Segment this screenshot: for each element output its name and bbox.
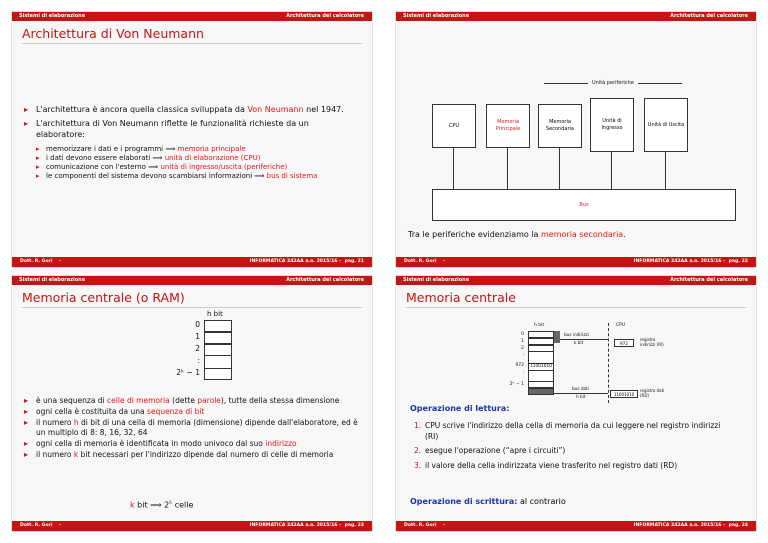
- slide-24: [396, 276, 756, 531]
- memory-cell-gap: [204, 356, 232, 368]
- bullet-list: [24, 104, 360, 184]
- write-line: Operazione di scrittura: al contrario: [410, 497, 566, 506]
- address-label: :: [522, 371, 524, 376]
- slide-title: Memoria centrale: [406, 290, 516, 305]
- bus-data-label: bus dati: [572, 386, 589, 391]
- footer-course: INFORMATICA 242AA a.a. 2015/16 – pag. 24: [633, 523, 748, 528]
- bullet-list: [24, 396, 360, 461]
- bus-box: Bus: [432, 189, 736, 221]
- address-label: 0: [521, 332, 524, 337]
- bullet-item: ▸ L'architettura è ancora quella classica sviluppata da Von Neumann nel 1947.: [24, 104, 360, 115]
- memory-cell-972: 11001010: [528, 363, 554, 371]
- footer-author: Dott. R. Gori –: [20, 259, 62, 264]
- slide-title: Architettura di Von Neumann: [22, 26, 204, 41]
- secondary-memory-box: Memoria Secondaria: [538, 104, 582, 148]
- memory-cell: [204, 332, 232, 344]
- address-label: :: [197, 356, 200, 365]
- bullet-item: ▸ ogni cella di memoria è identificata in modo univoco dal suo indirizzo: [24, 439, 360, 449]
- address-label: 972: [515, 363, 524, 368]
- main-memory-box: Memoria Principale: [486, 104, 530, 148]
- data-buffer: [528, 388, 554, 395]
- cpu-label: CPU: [616, 323, 626, 328]
- title-rule: [22, 43, 362, 44]
- input-unit-box: Unità di Ingresso: [590, 98, 634, 152]
- slide-header: [396, 276, 756, 285]
- formula: k bit ⟹ 2$^k$ celle: [130, 500, 194, 510]
- slide-23: [12, 276, 372, 531]
- footer-author: Dott. R. Gori –: [404, 523, 446, 528]
- slide-footer: [396, 521, 756, 531]
- bullet-item: ▸ ogni cella è costituita da una sequenza di bit: [24, 407, 360, 417]
- header-right: Architettura del calcolatore: [670, 13, 748, 19]
- memory-cell: [204, 368, 232, 380]
- read-steps: [414, 421, 734, 475]
- footer-course: INFORMATICA 242AA a.a. 2015/16 – pag. 23: [249, 523, 364, 528]
- memory-cell: [204, 320, 232, 332]
- step-item: 1. CPU scrive l'indirizzo della cella di memoria da cui leggere nel registro indirizzi (RI): [414, 421, 721, 441]
- slide-header: [12, 12, 372, 21]
- slide-header: [396, 12, 756, 21]
- slide-21: [12, 12, 372, 267]
- header-left: Sistemi di elaborazione: [403, 277, 470, 283]
- memory-cell-gap: [528, 371, 554, 381]
- sub-item: ▸ i dati devono essere elaborati ⟹ unità di elaborazione (CPU): [36, 154, 360, 163]
- address-label: 2: [195, 344, 200, 353]
- slide-footer: [12, 257, 372, 267]
- secmem-bus-line: [559, 147, 560, 189]
- memory-cell: [528, 345, 554, 352]
- slide-title: Memoria centrale (o RAM): [22, 290, 185, 305]
- caption: Tra le periferiche evidenziamo la memoria secondaria.: [408, 230, 626, 239]
- footer-author: Dott. R. Gori –: [20, 523, 62, 528]
- memory-cell: [528, 381, 554, 388]
- step-item: 3. il valore della cella indirizzata viene trasferito nel registro dati (RD): [414, 460, 678, 470]
- mainmem-bus-line: [507, 147, 508, 189]
- address-register: 972: [614, 339, 634, 347]
- address-label: 1: [195, 332, 200, 341]
- slide-footer: [396, 257, 756, 267]
- address-register-label: registro indirizzi (RI): [640, 337, 664, 347]
- memory-cell: [528, 331, 554, 338]
- cpu-box: CPU: [432, 104, 476, 148]
- bullet-item: ▸ L'architettura di Von Neumann riflette le funzionalità richieste da un elaboratore: ▸ memorizzare i dati e i programmi ⟹ memoria principale ▸ i dati devono essere elaborati ⟹ unità di elaborazione (CPU) ▸ comunicazione con l'esterno ⟹ unità di ingresso/uscita (periferiche) ▸ le componenti del sistema devono scambiarsi informazioni ⟹ bus di sistema: [24, 118, 360, 181]
- slide-header: [12, 276, 372, 285]
- periph-line-right: [638, 83, 682, 84]
- address-label: :: [522, 353, 524, 358]
- cpu-bus-line: [453, 147, 454, 189]
- periph-label: Unità periferiche: [592, 80, 634, 86]
- memory-cells: [528, 331, 554, 391]
- address-label: 2ᵏ − 1: [176, 368, 200, 377]
- footer-author: Dott. R. Gori –: [404, 259, 446, 264]
- periph-line-left: [544, 83, 588, 84]
- slide-footer: [12, 521, 372, 531]
- bullet-item: ▸ il numero k bit necessari per l'indirizzo dipende dal numero di celle di memoria: [24, 450, 360, 460]
- footer-course: INFORMATICA 242AA a.a. 2015/16 – pag. 21: [249, 259, 364, 264]
- header-left: Sistemi di elaborazione: [19, 13, 86, 19]
- address-label: 1: [521, 339, 524, 344]
- hbit-data-label: h bit: [576, 394, 586, 399]
- memory-cells: [204, 320, 232, 380]
- address-label: 2: [521, 346, 524, 351]
- hbit-label: h bit: [207, 310, 223, 318]
- memory-cell: [528, 338, 554, 345]
- address-label: 0: [195, 320, 200, 329]
- step-item: 2. esegue l'operazione (“apre i circuiti”): [414, 446, 566, 455]
- sub-item: ▸ le componenti del sistema devono scambiarsi informazioni ⟹ bus di sistema: [36, 172, 360, 181]
- header-right: Architettura del calcolatore: [286, 13, 364, 19]
- slide-22: [396, 12, 756, 267]
- header-right: Architettura del calcolatore: [286, 277, 364, 283]
- read-title: Operazione di lettura:: [410, 404, 510, 413]
- output-bus-line: [665, 151, 666, 189]
- kbit-label: k bit: [574, 340, 584, 345]
- hbit-label: h bit: [534, 323, 545, 328]
- bullet-item: ▸ è una sequenza di celle di memoria (dette parole), tutte della stessa dimensione: [24, 396, 360, 406]
- sub-list: [36, 145, 360, 181]
- header-left: Sistemi di elaborazione: [19, 277, 86, 283]
- memory-cell: [204, 344, 232, 356]
- header-right: Architettura del calcolatore: [670, 277, 748, 283]
- title-rule: [22, 307, 362, 308]
- title-rule: [406, 307, 746, 308]
- data-register-label: registro dati (RD): [640, 388, 665, 398]
- data-register: 11001010: [610, 390, 638, 398]
- memory-cell-gap: [528, 352, 554, 363]
- input-bus-line: [611, 151, 612, 189]
- bus-address-label: bus indirizzi: [564, 332, 589, 337]
- address-label: 2ᵏ − 1: [509, 382, 524, 387]
- sub-item: ▸ comunicazione con l'esterno ⟹ unità di ingresso/uscita (periferiche): [36, 163, 360, 172]
- address-bus-line: [560, 339, 608, 340]
- output-unit-box: Unità di Uscita: [644, 98, 688, 152]
- header-left: Sistemi di elaborazione: [403, 13, 470, 19]
- footer-course: INFORMATICA 242AA a.a. 2015/16 – pag. 22: [633, 259, 748, 264]
- sub-item: ▸ memorizzare i dati e i programmi ⟹ memoria principale: [36, 145, 360, 154]
- cpu-divider: [608, 323, 609, 403]
- bullet-item: ▸ il numero h di bit di una cella di memoria (dimensione) dipende dall'elaboratore, ed è un multiplo di 8: 8, 16, 32, 64: [24, 418, 360, 438]
- address-decoder: [554, 331, 560, 343]
